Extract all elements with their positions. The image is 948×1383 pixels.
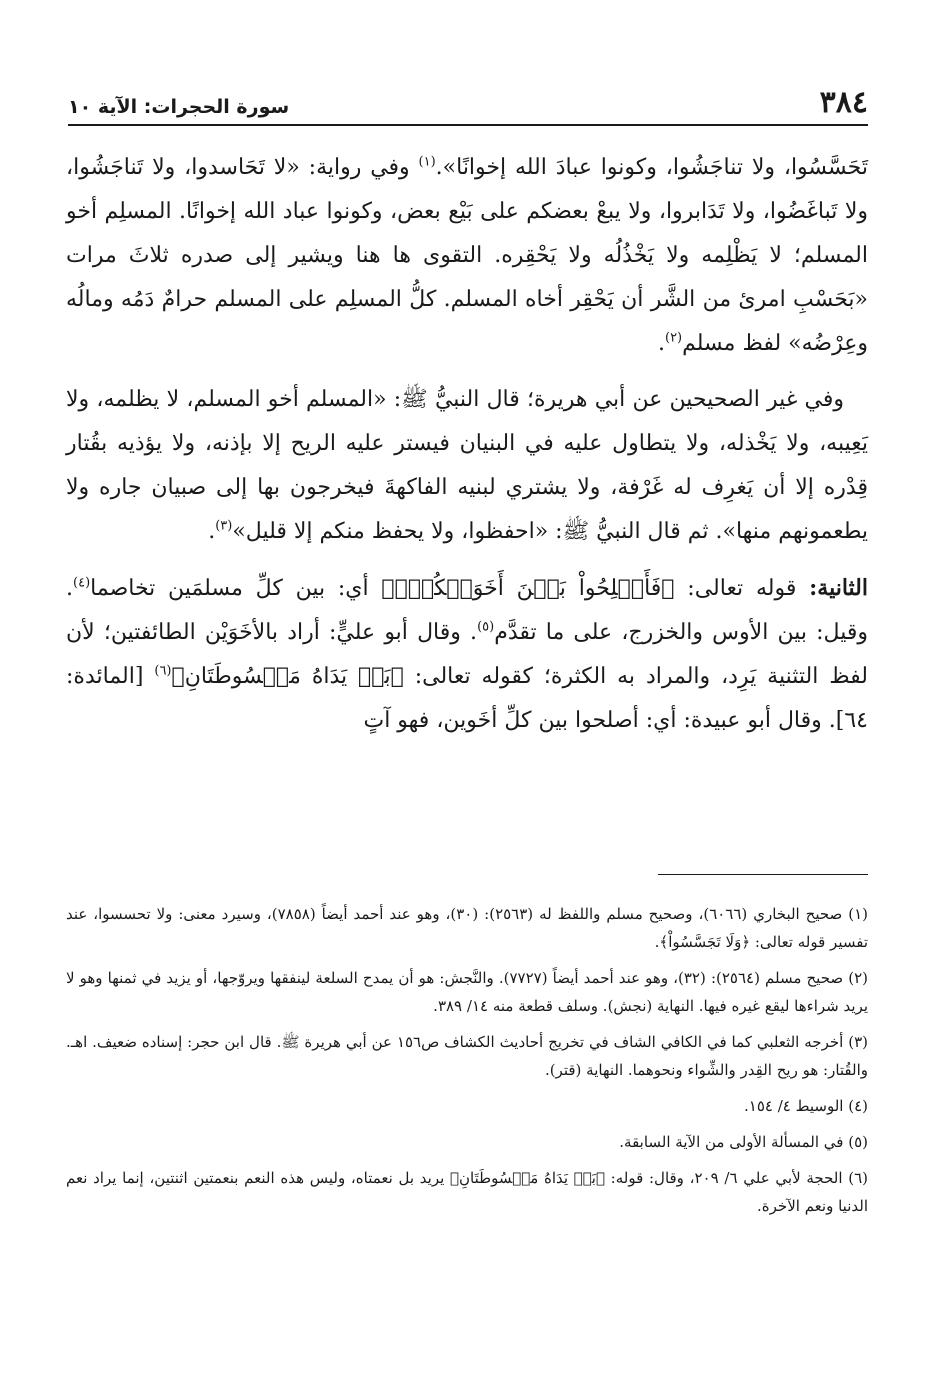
- paragraph-3-text-a: قوله تعالى: ﴿فَأَصۡلِحُواْ بَيۡنَ أَخَوَيۡكُمۡۚ﴾ أي: بين كلِّ مسلمَين تخاصما: [90, 576, 810, 601]
- footnote-ref-6: (٦): [154, 663, 172, 679]
- footnote-separator: [658, 874, 868, 875]
- footnote-4: (٤) الوسيط ٤/ ١٥٤.: [744, 1097, 868, 1115]
- footnote-6: (٦) الحجة لأبي علي ٦/ ٢٠٩، وقال: قوله: ﴿بَلۡ يَدَاهُ مَبۡسُوطَتَانِ﴾ يريد بل نعمتاه، وليس هذه النعم بنعمتين اثنتين، إنما يراد نعم الدنيا ونعم الآخرة.: [66, 1169, 868, 1215]
- paragraph-1-end: .: [657, 331, 665, 356]
- footnote-3: (٣) أخرجه الثعلبي كما في الكافي الشاف في تخريج أحاديث الكشاف ص١٥٦ عن أبي هريرة ﷺ. قال ابن حجر: إسناده ضعيف. اهـ. والقُتار: هو ريح القِدر والشِّواء ونحوهما. النهاية (قتر).: [66, 1033, 868, 1079]
- paragraph-3-text-b: . وقيل: بين الأوس والخزرج، على ما تقدَّم: [66, 576, 868, 645]
- paragraph-2-text: وفي غير الصحيحين عن أبي هريرة؛ قال النبيُّ ﷺ: «المسلم أخو المسلم، لا يظلمه، ولا يَعِيبه، ولا يَخْذله، ولا يتطاول عليه في البنيان فيستر عليه الريح إلا بإذنه، ولا يؤذيه بقُتار قِدْره إلا أن يَغرِف له غَرْفة، ولا يشتري لبنيه الفاكهةَ فيخرجون بها إلى صبيان جاره ولا يطعمونهم منها». ثم قال النبيُّ ﷺ: «احفظوا، ولا يحفظ منكم إلا قليل»: [66, 387, 868, 544]
- footnote-2: (٢) صحيح مسلم (٢٥٦٤): (٣٢)، وهو عند أحمد أيضاً (٧٧٢٧). والنَّجش: هو أن يمدح السلعة لينفقها ويروّجها، أو يزيد في ثمنها وهو لا يريد شراءها ليقع غيره فيها. النهاية (نجش). وسلف قطعة منه ١٤/ ٣٨٩.: [66, 969, 868, 1015]
- paragraph-3-text-d: [المائدة: ٦٤]. وقال أبو عبيدة: أي: أصلحوا بين كلِّ أخَوين، فهو آتٍ: [66, 664, 868, 733]
- footnotes: [66, 900, 868, 1228]
- paragraph-3-text-c: . وقال أبو عليٍّ: أراد بالأخَوَيْن الطائفتين؛ لأن لفظ التثنية يَرِد، والمراد به الكثرة؛ كقوله تعالى: ﴿بَلۡ يَدَاهُ مَبۡسُوطَتَانِ﴾: [66, 620, 868, 689]
- footnote-5: (٥) في المسألة الأولى من الآية السابقة.: [619, 1133, 868, 1151]
- section-lead: الثانية:: [809, 575, 868, 601]
- paragraph-2: [66, 378, 868, 554]
- running-title: سورة الحجرات: الآية ١٠: [68, 96, 290, 118]
- paragraph-1-text: تَحَسَّسُوا، ولا تناجَشُوا، وكونوا عبادَ الله إخوانًا».: [435, 155, 868, 180]
- page-number: ٣٨٤: [819, 85, 868, 120]
- footnote-ref-5: (٥): [477, 619, 495, 635]
- paragraph-1-continuation: وفي رواية: «لا تَحَاسدوا، ولا تَناجَشُوا، ولا تَباغَضُوا، ولا تَدَابروا، ولا يبعْ بعضكم على بَيْع بعض، وكونوا عباد الله إخوانًا. المسلِم أخو المسلم؛ لا يَظْلِمه ولا يَخْذُلُه ولا يَحْقِره. التقوى ها هنا ويشير إلى صدره ثلاثَ مرات «بَحَسْبِ امرئ من الشَّر أن يَحْقِر أخاه المسلم. كلُّ المسلِم على المسلم حرامٌ دَمُه ومالُه وعِرْضُه» لفظ مسلم: [66, 155, 868, 356]
- page-header: [68, 74, 868, 126]
- footnote-ref-1: (١): [418, 154, 436, 170]
- paragraph-1: [66, 146, 868, 366]
- footnote-ref-3: (٣): [215, 518, 233, 534]
- footnote-1: (١) صحيح البخاري (٦٠٦٦)، وصحيح مسلم واللفظ له (٢٥٦٣): (٣٠)، وهو عند أحمد أيضاً (٧٨٥٨)، وسيرد معنى: ولا تحسسوا، عند تفسير قوله تعالى: ﴿وَلَا تَجَسَّسُواْ﴾.: [66, 905, 869, 951]
- paragraph-3: [66, 566, 868, 743]
- paragraph-2-end: .: [208, 519, 216, 544]
- footnote-ref-2: (٢): [664, 330, 683, 346]
- footnote-ref-4: (٤): [73, 575, 91, 591]
- main-text: [66, 146, 868, 755]
